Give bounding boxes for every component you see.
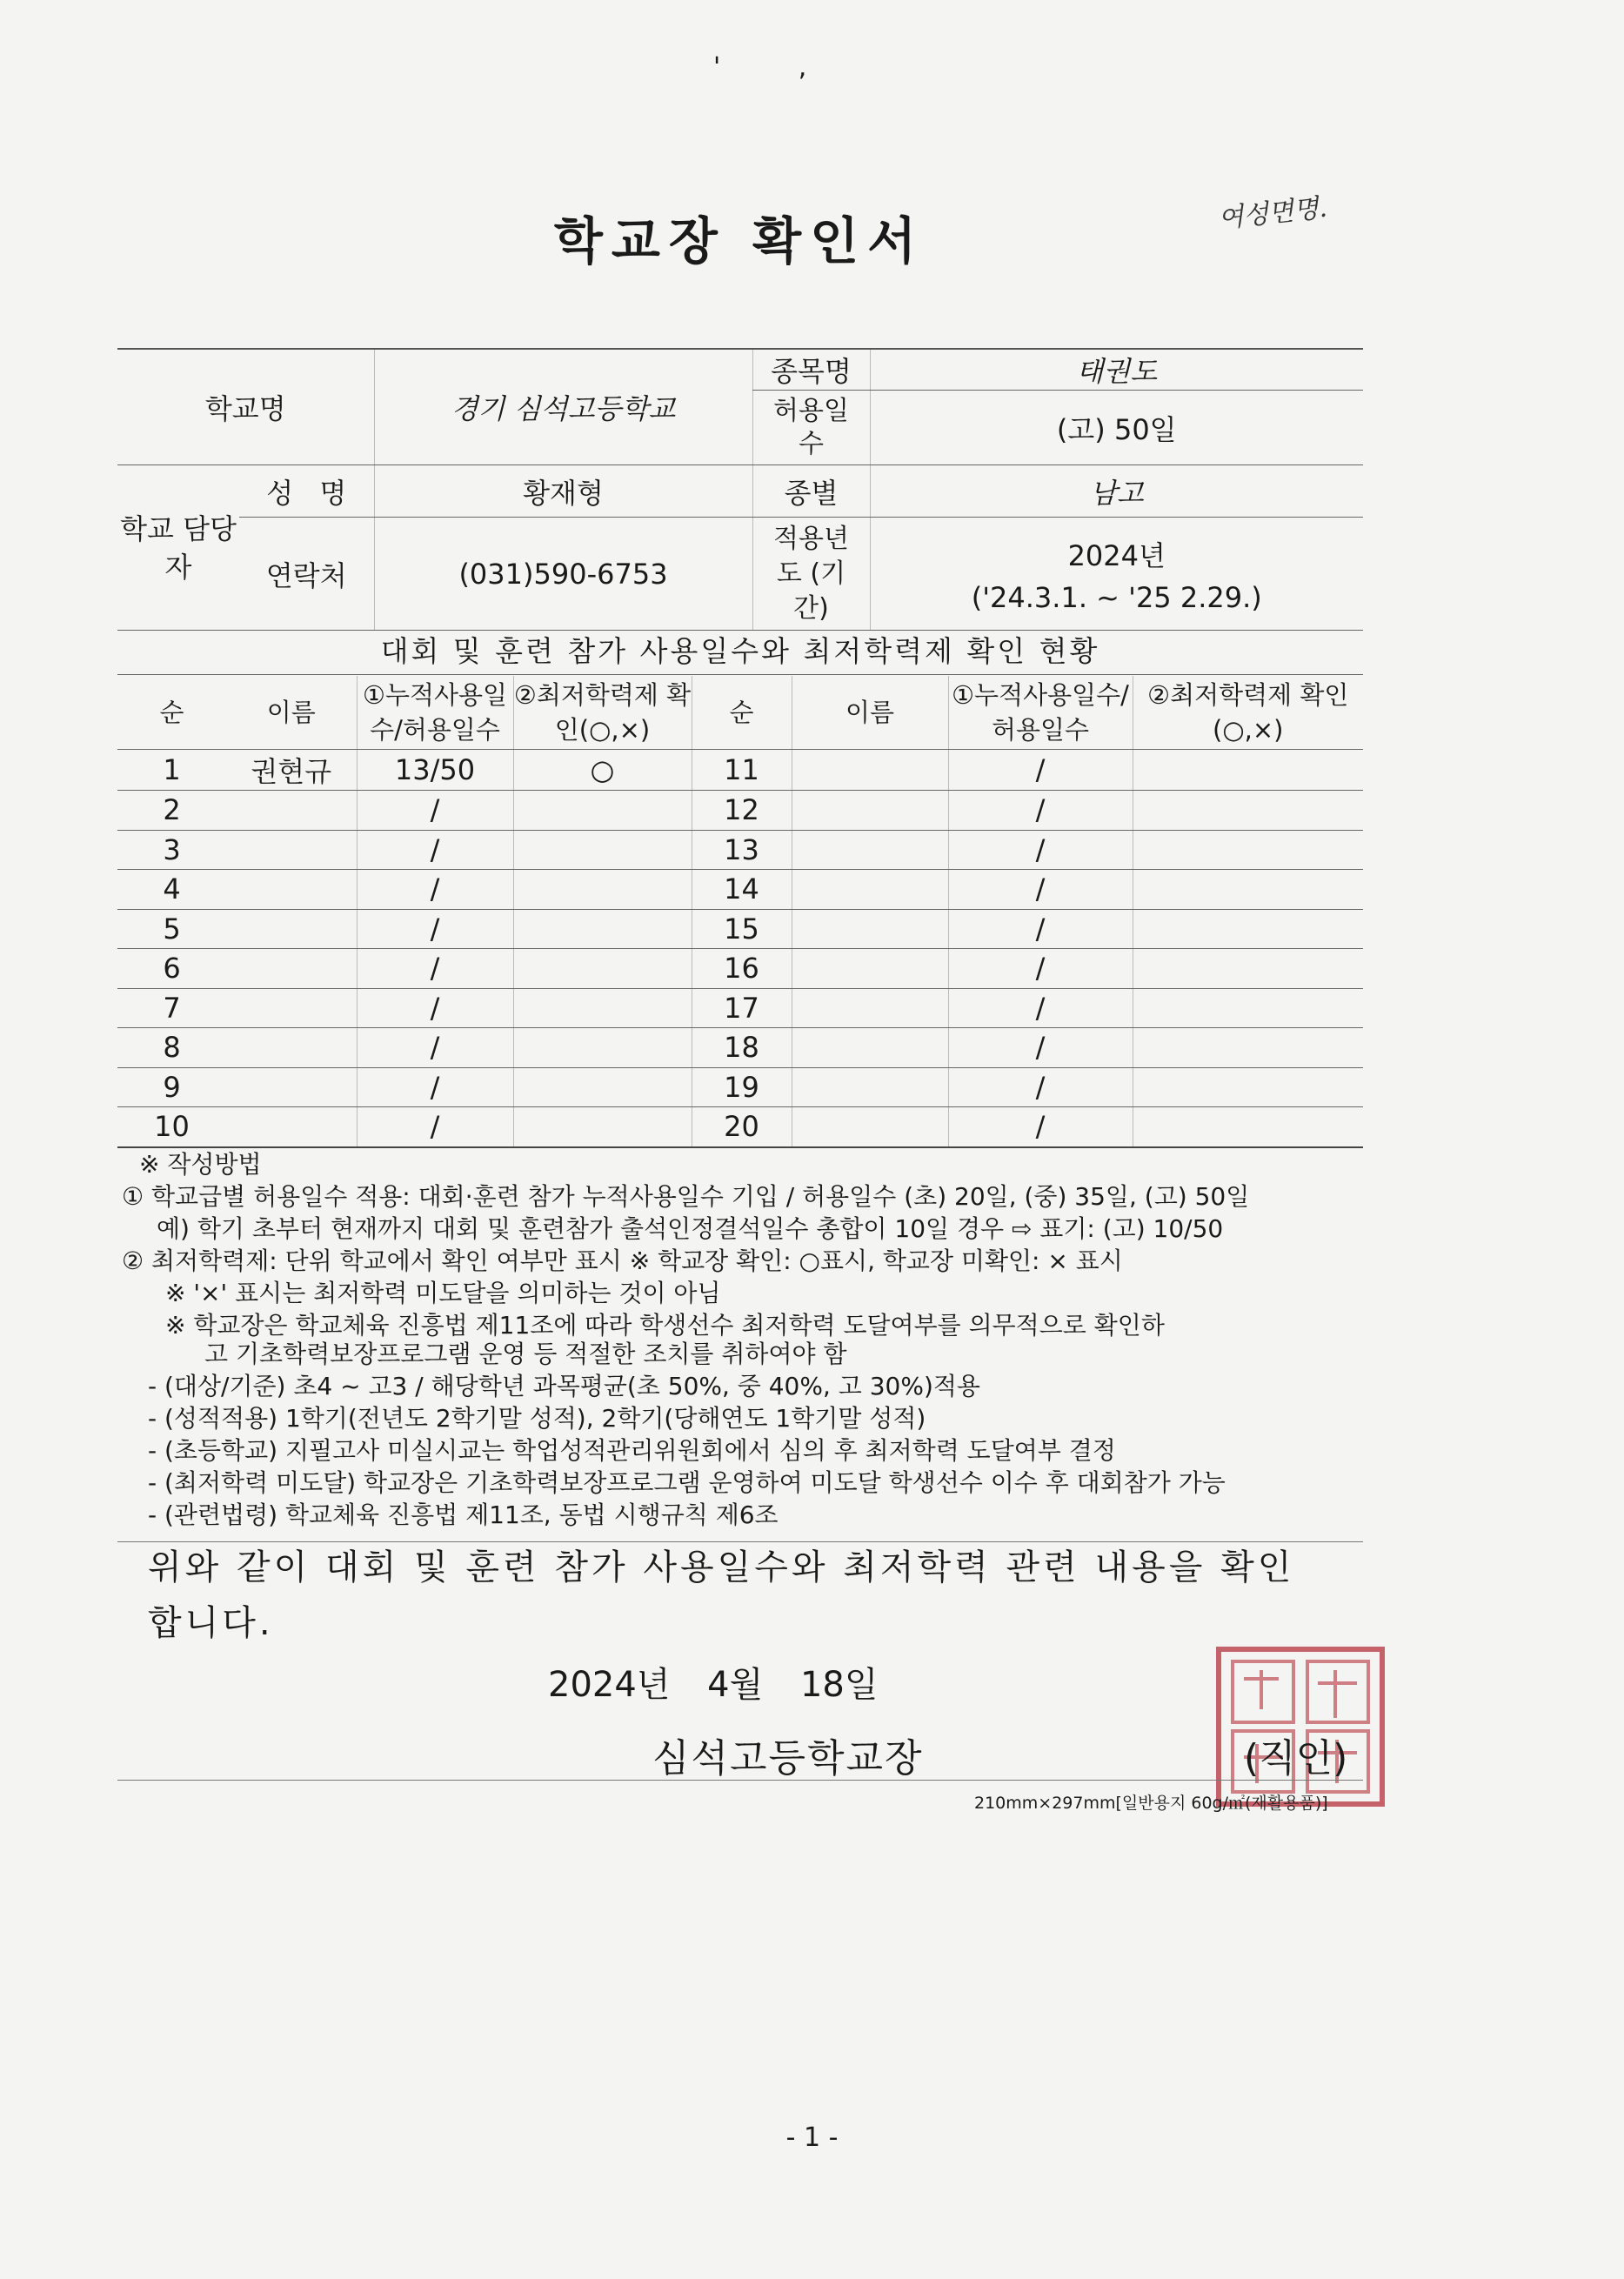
- row-no-right: 11: [692, 750, 792, 791]
- row-check: [513, 791, 692, 831]
- row-check-right: [1133, 830, 1363, 870]
- issue-date: 2024년 4월 18일: [548, 1665, 879, 1705]
- note-line: - (최저학력 미도달) 학교장은 기초학력보장프로그램 운영하여 미도달 학생선수 이수 후 대회참가 가능: [148, 1468, 1226, 1497]
- participation-table: [117, 676, 1363, 1148]
- row-days-right: /: [948, 791, 1133, 831]
- paper-spec: 210mm×297mm[일반용지 60g/㎡(재활용품)]: [974, 1794, 1328, 1813]
- row-name-right: [792, 909, 948, 949]
- row-no: 10: [117, 1107, 226, 1147]
- row-name: [226, 988, 357, 1028]
- row-days: /: [357, 791, 513, 831]
- school-label: 학교명: [117, 349, 374, 465]
- row-check-right: [1133, 750, 1363, 791]
- header-name: 이름: [226, 676, 357, 750]
- note-line: 예) 학기 초부터 현재까지 대회 및 훈련참가 출석인정결석일수 총합이 10일 경우 ⇨ 표기: (고) 10/50: [157, 1214, 1224, 1243]
- note-line: - (관련법령) 학교체육 진흥법 제11조, 동법 시행규칙 제6조: [148, 1500, 779, 1529]
- info-table: [117, 348, 1363, 631]
- row-name: [226, 870, 357, 910]
- table-row: [117, 1107, 1363, 1147]
- row-no: 9: [117, 1067, 226, 1107]
- row-days: 13/50: [357, 750, 513, 791]
- note-line: 고 기초학력보장프로그램 운영 등 적절한 조치를 취하여야 함: [204, 1340, 847, 1368]
- row-check-right: [1133, 791, 1363, 831]
- table-row: [117, 988, 1363, 1028]
- row-days: /: [357, 830, 513, 870]
- row-no-right: 16: [692, 949, 792, 989]
- row-name: [226, 949, 357, 989]
- row-name: [226, 1028, 357, 1068]
- note-heading: ※ 작성방법: [139, 1150, 262, 1179]
- name-value: 황재형: [374, 465, 752, 518]
- manager-label: 학교 담당자: [117, 465, 239, 631]
- note-line: - (대상/기준) 초4 ~ 고3 / 해당학년 과목평균(초 50%, 중 40%, 고 30%)적용: [148, 1372, 980, 1400]
- row-no: 5: [117, 909, 226, 949]
- row-name-right: [792, 1028, 948, 1068]
- row-name-right: [792, 1107, 948, 1147]
- row-no-right: 19: [692, 1067, 792, 1107]
- row-check-right: [1133, 909, 1363, 949]
- row-check: [513, 1107, 692, 1147]
- row-name-right: [792, 791, 948, 831]
- row-days-right: /: [948, 909, 1133, 949]
- row-no-right: 14: [692, 870, 792, 910]
- row-days-right: /: [948, 949, 1133, 989]
- row-no: 4: [117, 870, 226, 910]
- row-days: /: [357, 949, 513, 989]
- note-line: ① 학교급별 허용일수 적용: 대회·훈련 참가 누적사용일수 기입 / 허용일수 (초) 20일, (중) 35일, (고) 50일: [122, 1182, 1250, 1211]
- top-marks: ' ,: [713, 52, 842, 83]
- table-row: [117, 830, 1363, 870]
- gender-value: 남고: [870, 465, 1363, 518]
- row-check: [513, 1067, 692, 1107]
- row-check-right: [1133, 1107, 1363, 1147]
- row-name: [226, 830, 357, 870]
- header-no-right: 순: [692, 676, 792, 750]
- year-cell: [870, 518, 1363, 631]
- row-name-right: [792, 830, 948, 870]
- row-days: /: [357, 870, 513, 910]
- row-no-right: 15: [692, 909, 792, 949]
- confirmation-line: 위와 같이 대회 및 훈련 참가 사용일수와 최저학력 관련 내용을 확인: [148, 1547, 1295, 1587]
- header-name-right: 이름: [792, 676, 948, 750]
- row-name-right: [792, 870, 948, 910]
- name-label: 성 명: [239, 465, 374, 518]
- divider: [117, 1780, 1363, 1781]
- row-name-right: [792, 949, 948, 989]
- confirmation-line: 합니다.: [148, 1603, 274, 1643]
- row-check: [513, 988, 692, 1028]
- row-no-right: 18: [692, 1028, 792, 1068]
- row-no: 1: [117, 750, 226, 791]
- row-days-right: /: [948, 1107, 1133, 1147]
- contact-value: (031)590-6753: [374, 518, 752, 631]
- note-line: ② 최저학력제: 단위 학교에서 확인 여부만 표시 ※ 학교장 확인: ○표시, 학교장 미확인: × 표시: [122, 1246, 1123, 1275]
- table-row: [117, 949, 1363, 989]
- row-check: [513, 830, 692, 870]
- gender-label: 종별: [752, 465, 870, 518]
- row-name-right: [792, 1067, 948, 1107]
- table-header-row: [117, 676, 1363, 750]
- row-days-right: /: [948, 870, 1133, 910]
- row-days-right: /: [948, 830, 1133, 870]
- row-days-right: /: [948, 1028, 1133, 1068]
- row-days: /: [357, 988, 513, 1028]
- year-value: 2024년: [1067, 538, 1166, 572]
- row-check-right: [1133, 988, 1363, 1028]
- row-check: [513, 870, 692, 910]
- row-check-right: [1133, 1067, 1363, 1107]
- row-no-right: 13: [692, 830, 792, 870]
- row-check-right: [1133, 1028, 1363, 1068]
- row-days: /: [357, 1107, 513, 1147]
- period-value: ('24.3.1. ~ '25 2.29.): [971, 580, 1262, 614]
- table-row: [117, 791, 1363, 831]
- table-row: [117, 1067, 1363, 1107]
- table-row: [117, 750, 1363, 791]
- row-name: [226, 909, 357, 949]
- row-no-right: 17: [692, 988, 792, 1028]
- header-check: ②최저학력제 확인(○,×): [513, 676, 692, 750]
- row-no: 6: [117, 949, 226, 989]
- row-days-right: /: [948, 988, 1133, 1028]
- allowed-label: 허용일수: [752, 391, 870, 465]
- row-no: 8: [117, 1028, 226, 1068]
- row-name: [226, 791, 357, 831]
- row-check: [513, 1028, 692, 1068]
- confirmation-text: [148, 1540, 1366, 1651]
- row-no: 3: [117, 830, 226, 870]
- row-no: 2: [117, 791, 226, 831]
- row-name-right: [792, 988, 948, 1028]
- row-name: [226, 1067, 357, 1107]
- allowed-value: (고) 50일: [870, 391, 1363, 465]
- row-no-right: 20: [692, 1107, 792, 1147]
- instructions: [122, 1148, 1374, 1531]
- row-check: [513, 909, 692, 949]
- page-title: 학교장 확인서: [553, 211, 926, 271]
- note-line: - (성적적용) 1학기(전년도 2학기말 성적), 2학기(당해연도 1학기말 성적): [148, 1404, 926, 1433]
- row-days: /: [357, 1028, 513, 1068]
- table-row: [117, 1028, 1363, 1068]
- year-label: 적용년도 (기간): [752, 518, 870, 631]
- row-days: /: [357, 1067, 513, 1107]
- note-line: ※ '×' 표시는 최저학력 미도달을 의미하는 것이 아님: [165, 1279, 721, 1307]
- row-days-right: /: [948, 750, 1133, 791]
- row-days: /: [357, 909, 513, 949]
- row-check: ○: [513, 750, 692, 791]
- header-days: ①누적사용일수/허용일수: [357, 676, 513, 750]
- row-check-right: [1133, 949, 1363, 989]
- header-no: 순: [117, 676, 226, 750]
- note-line: - (초등학교) 지필고사 미실시교는 학업성적관리위원회에서 심의 후 최저학력 도달여부 결정: [148, 1436, 1116, 1465]
- sport-value: 태권도: [870, 349, 1363, 391]
- row-check-right: [1133, 870, 1363, 910]
- header-check-right: ②최저학력제 확인(○,×): [1133, 676, 1363, 750]
- note-line: ※ 학교장은 학교체육 진흥법 제11조에 따라 학생선수 최저학력 도달여부를 의무적으로 확인하: [165, 1311, 1165, 1340]
- row-name: 권현규: [226, 750, 357, 791]
- row-days-right: /: [948, 1067, 1133, 1107]
- row-name: [226, 1107, 357, 1147]
- handwritten-note: 여성면명.: [1216, 192, 1329, 235]
- principal-name: 심석고등학교장: [652, 1736, 924, 1781]
- section-heading: 대회 및 훈련 참가 사용일수와 최저학력제 확인 현황: [117, 631, 1363, 675]
- row-name-right: [792, 750, 948, 791]
- school-value: 경기 심석고등학교: [374, 349, 752, 465]
- contact-label: 연락처: [239, 518, 374, 631]
- row-check: [513, 949, 692, 989]
- sport-label: 종목명: [752, 349, 870, 391]
- table-row: [117, 909, 1363, 949]
- seal-label: (직인): [1244, 1736, 1348, 1781]
- row-no-right: 12: [692, 791, 792, 831]
- table-row: [117, 870, 1363, 910]
- header-days-right: ①누적사용일수/허용일수: [948, 676, 1133, 750]
- row-no: 7: [117, 988, 226, 1028]
- page-number: - 1 -: [785, 2122, 839, 2153]
